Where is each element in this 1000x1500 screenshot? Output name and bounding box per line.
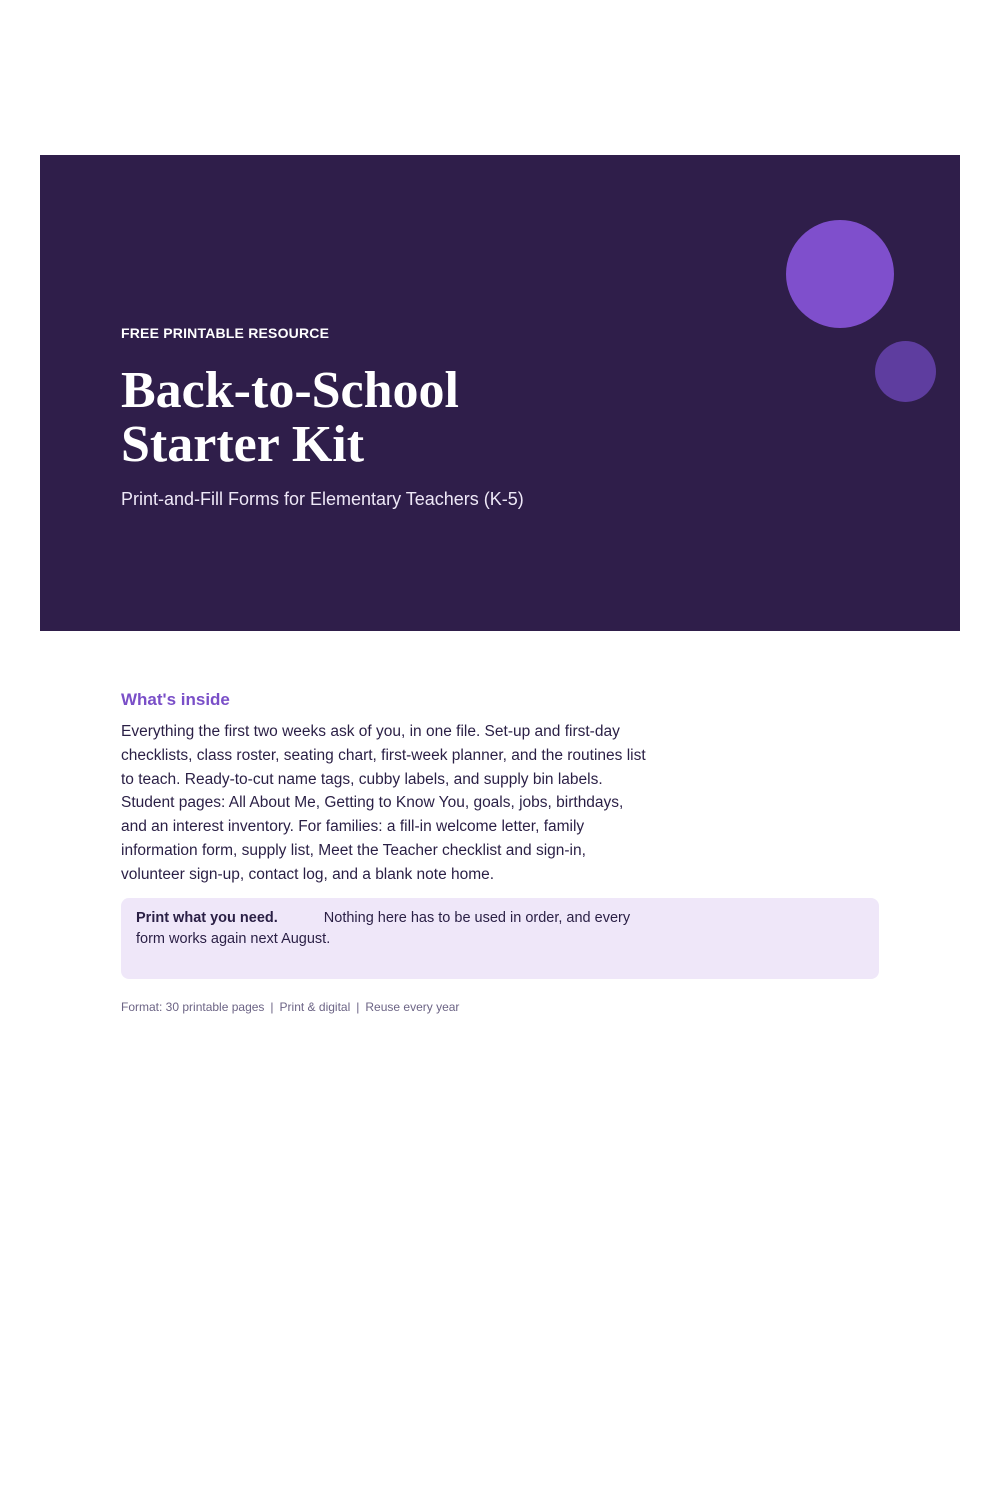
decorative-circle-small — [875, 341, 936, 402]
meta-format: Format: 30 printable pages — [121, 1000, 265, 1014]
title-line-1: Back-to-School — [121, 362, 459, 419]
whats-inside-body: Everything the first two weeks ask of you, in one file. Set-up and first-day checklists, class roster, seating chart, first-week planner, and the routines list to teach. Ready-to-cut name tags, cubby labels, and supply bin labels. Student pages: All About Me, Getting to Know You, goals, jobs, birthdays, and an interest inventory. For families: a fill-in welcome letter, family information form, supply list, Meet the Teacher checklist and sign-in, volunteer sign-up, contact log, and a blank note home. — [121, 723, 646, 883]
meta-separator: | — [356, 1000, 360, 1014]
meta-separator: | — [270, 1000, 274, 1014]
hero-eyebrow: FREE PRINTABLE RESOURCE — [121, 325, 330, 341]
page-title — [121, 364, 459, 472]
hero-banner — [40, 155, 960, 631]
callout-lead: Print what you need. — [136, 910, 278, 926]
format-meta-line — [121, 1000, 459, 1014]
title-line-2: Starter Kit — [121, 416, 365, 473]
page-subtitle: Print-and-Fill Forms for Elementary Teachers (K-5) — [121, 489, 524, 509]
meta-reuse: Reuse every year — [365, 1000, 460, 1014]
whats-inside-heading: What's inside — [121, 690, 230, 709]
decorative-circle-large — [786, 220, 894, 328]
callout-text: Nothing here has to be used in order, and every form works again next August. — [136, 910, 631, 947]
callout-content — [136, 908, 636, 950]
print-tip-callout — [121, 898, 879, 979]
meta-mode: Print & digital — [279, 1000, 351, 1014]
